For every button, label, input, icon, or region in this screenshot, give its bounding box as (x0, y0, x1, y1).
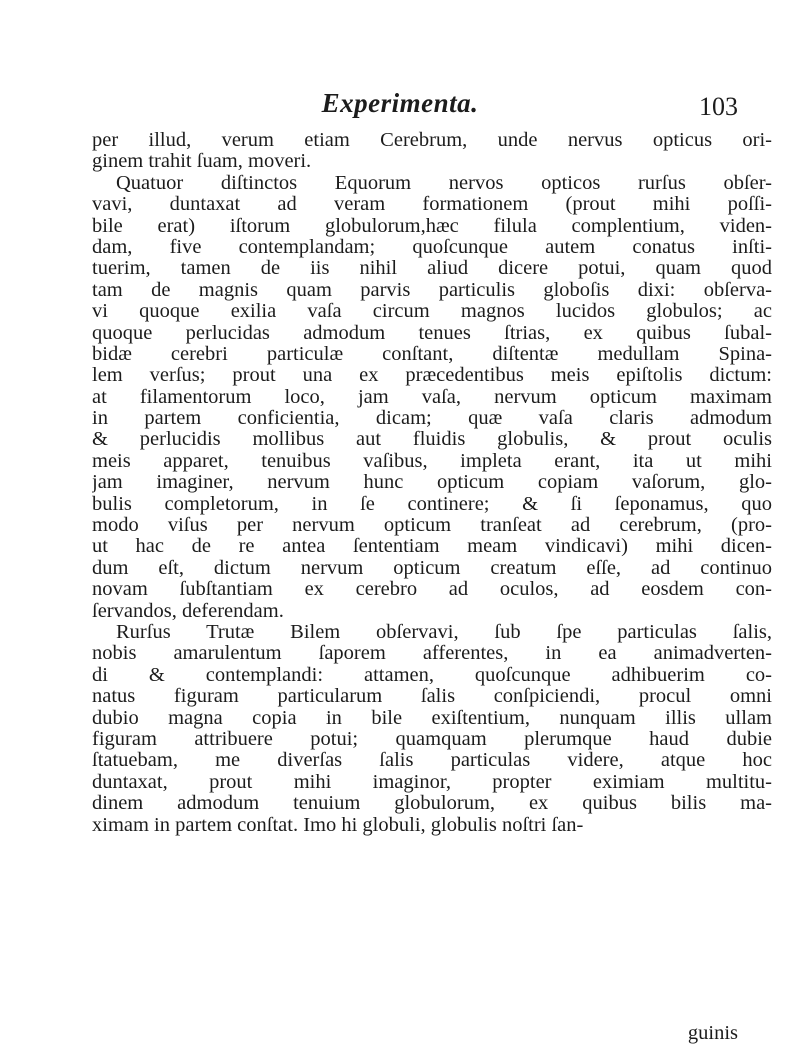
text-line: Quatuor diſtinctos Equorum nervos opticos rurſus obſer- (116, 172, 772, 194)
paragraph (92, 130, 772, 173)
page-number: 103 (699, 92, 738, 121)
text-line: bile erat) iſtorum globulorum,hæc filula complentium, viden- (92, 215, 772, 237)
text-line: dinem admodum tenuium globulorum, ex quibus bilis ma- (92, 793, 772, 815)
text-line: bidæ cerebri particulæ conſtant, diſtentæ medullam Spina- (92, 343, 772, 365)
text-line: at filamentorum loco, jam vaſa, nervum opticum maximam (92, 386, 772, 408)
text-line: jam imaginer, nervum hunc opticum copiam vaſorum, glo- (92, 472, 772, 494)
text-line: nobis amarulentum ſaporem afferentes, in ea animadverten- (92, 643, 772, 665)
text-line: vi quoque exilia vaſa circum magnos lucidos globulos; ac (92, 301, 772, 323)
text-line: Rurſus Trutæ Bilem obſervavi, ſub ſpe particulas ſalis, (116, 621, 772, 643)
text-line: dum eſt, dictum nervum opticum creatum eſſe, ad continuo (92, 557, 772, 579)
text-line: ximam in partem conſtat. Imo hi globuli, globulis noſtri ſan- (92, 814, 584, 836)
running-title: Experimenta. (321, 88, 479, 118)
text-line: figuram attribuere potui; quamquam plerumque haud dubie (92, 728, 772, 750)
catchword: guinis (687, 1022, 738, 1044)
text-line: tam de magnis quam parvis particulis globoſis dixi: obſerva- (92, 279, 772, 301)
text-line: meis apparet, tenuibus vaſibus, impleta erant, ita ut mihi (92, 450, 772, 472)
text-line: per illud, verum etiam Cerebrum, unde nervus opticus ori- (92, 130, 772, 151)
text-line: dubio magna copia in bile exiſtentium, nunquam illis ullam (92, 707, 772, 729)
text-line: modo viſus per nervum opticum tranſeat ad cerebrum, (pro- (92, 515, 772, 537)
text-line: bulis completorum, in ſe continere; & ſi ſeponamus, quo (92, 493, 772, 515)
text-line: quoque perlucidas admodum tenues ſtrias, ex quibus ſubal- (92, 322, 772, 344)
text-line: natus figuram particularum ſalis conſpiciendi, procul omni (92, 686, 772, 708)
paragraph (92, 622, 772, 836)
text-line: tuerim, tamen de iis nihil aliud dicere potui, quam quod (92, 258, 772, 280)
text-line: lem verſus; prout una ex præcedentibus meis epiſtolis dictum: (92, 365, 772, 387)
text-line: dam, five contemplandam; quoſcunque autem conatus inſti- (92, 236, 772, 258)
text-line: in partem conficientia, dicam; quæ vaſa claris admodum (92, 408, 772, 430)
text-line: ut hac de re antea ſententiam meam vindicavi) mihi dicen- (92, 536, 772, 558)
text-line: duntaxat, prout mihi imaginor, propter eximiam multitu- (92, 771, 772, 793)
text-line: ſervandos, deferendam. (92, 600, 284, 622)
body-text (92, 130, 772, 836)
text-line: & perlucidis mollibus aut fluidis globulis, & prout oculis (92, 429, 772, 451)
text-line: novam ſubſtantiam ex cerebro ad oculos, ad eosdem con- (92, 579, 772, 601)
page-header (0, 88, 800, 124)
text-line: vavi, duntaxat ad veram formationem (prout mihi poſſi- (92, 194, 772, 216)
text-line: di & contemplandi: attamen, quoſcunque adhibuerim co- (92, 664, 772, 686)
text-line: ginem trahit ſuam, moveri. (92, 151, 312, 173)
text-line: ſtatuebam, me diverſas ſalis particulas videre, atque hoc (92, 750, 772, 772)
paragraph (92, 173, 772, 622)
